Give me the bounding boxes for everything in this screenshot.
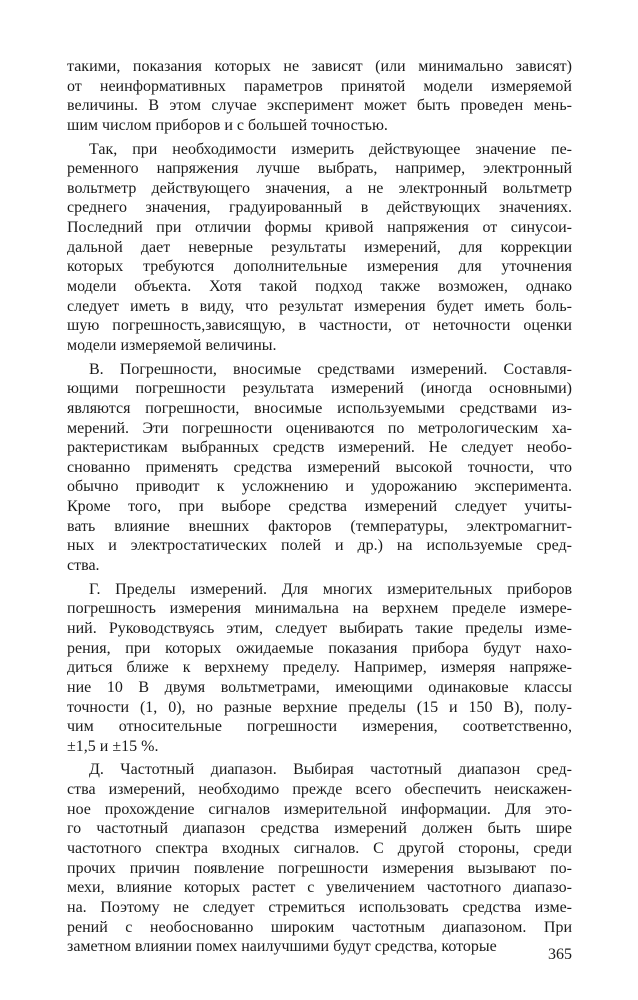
text-line: ние 10 В двумя вольтметрами, имеющими одинаковые классы <box>67 678 572 696</box>
text-line: мехи, влияние которых растет с увеличением частотного диапазо- <box>67 879 572 897</box>
paragraph <box>67 580 572 757</box>
text-line: рений с необоснованно широким частотным диапазоном. При <box>67 918 572 936</box>
text-line: Кроме того, при выборе средства измерений следует учиты- <box>67 498 572 516</box>
text-line: Так, при необходимости измерить действующее значение пе- <box>89 140 572 158</box>
page-number: 365 <box>548 946 572 963</box>
paragraph <box>67 760 572 956</box>
text-line: частотного спектра входных сигналов. С другой стороны, среди <box>67 839 572 857</box>
text-line: ±1,5 и ±15 %. <box>67 737 159 755</box>
text-line: модели объекта. Хотя такой подход также возможен, однако <box>67 278 572 296</box>
text-line: такими, показания которых не зависят (или минимально зависят) <box>67 58 572 75</box>
text-line: снованно применять средства измерений высокой точности, что <box>67 458 572 476</box>
text-line: ства. <box>67 557 100 575</box>
text-line: ных и электростатических полей и др.) на используемые сред- <box>67 537 572 555</box>
text-line: Д. Частотный диапазон. Выбирая частотный диапазон сред- <box>89 761 572 779</box>
text-line: ременного напряжения лучше выбрать, например, электронный <box>67 160 572 178</box>
text-line: дальной дает неверные результаты измерений, для коррекции <box>67 238 572 256</box>
text-line: ющими погрешности результата измерений (иногда основными) <box>67 380 572 398</box>
text-line: среднего значения, градуированный в действующих значениях. <box>67 199 572 217</box>
text-line: вать влияние внешних факторов (температуры, электромагнит- <box>67 517 572 535</box>
text-line: Последний при отличии формы кривой напряжения от синусои- <box>67 219 572 237</box>
text-line: от неинформативных параметров принятой модели измеряемой <box>67 77 572 95</box>
paragraph <box>67 360 572 576</box>
text-line: го частотный диапазон средства измерений должен быть шире <box>67 820 572 838</box>
text-line: точности (1, 0), но разные верхние пределы (15 и 150 В), полу- <box>67 698 572 716</box>
text-line: величины. В этом случае эксперимент может быть проведен мень- <box>67 97 572 115</box>
text-line: ний. Руководствуясь этим, следует выбирать такие пределы изме- <box>67 619 572 637</box>
text-line: чим относительные погрешности измерения, соответственно, <box>67 718 572 736</box>
text-line: которых требуются дополнительные измерения для уточнения <box>67 258 572 276</box>
text-line: диться ближе к верхнему пределу. Например, измеряя напряже- <box>67 659 572 677</box>
body-text <box>67 57 572 957</box>
text-line: вольтметр действующего значения, а не электронный вольтметр <box>67 179 572 197</box>
paragraph <box>67 57 572 136</box>
text-line: ства измерений, необходимо прежде всего обеспечить неискажен- <box>67 781 572 799</box>
text-line: В. Погрешности, вносимые средствами измерений. Составля- <box>89 360 572 378</box>
text-line: ное прохождение сигналов измерительной информации. Для это- <box>67 800 572 818</box>
text-line: прочих причин появление погрешности измерения вызывают по- <box>67 859 572 877</box>
text-line: на. Поэтому не следует стремиться использовать средства изме- <box>67 898 572 916</box>
text-line: шим числом приборов и с большей точностью. <box>67 116 388 134</box>
text-line: заметном влиянии помех наилучшими будут средства, которые <box>67 938 497 956</box>
text-line: мерений. Эти погрешности оцениваются по метрологическим ха- <box>67 419 572 437</box>
text-line: шую погрешность,зависящую, в частности, от неточности оценки <box>67 317 572 335</box>
text-line: модели измеряемой величины. <box>67 336 277 354</box>
text-line: являются погрешности, вносимые используемыми средствами из- <box>67 399 572 417</box>
text-line: обычно приводит к усложнению и удорожанию эксперимента. <box>67 478 572 496</box>
text-line: следует иметь в виду, что результат измерения будет иметь боль- <box>67 297 572 315</box>
text-line: рения, при которых ожидаемые показания прибора будут нахо- <box>67 639 572 657</box>
text-line: Г. Пределы измерений. Для многих измерительных приборов <box>89 580 572 598</box>
text-line: рактеристикам выбранных средств измерений. Не следует необо- <box>67 439 572 457</box>
paragraph <box>67 140 572 356</box>
text-line: погрешность измерения минимальна на верхнем пределе измере- <box>67 600 572 618</box>
